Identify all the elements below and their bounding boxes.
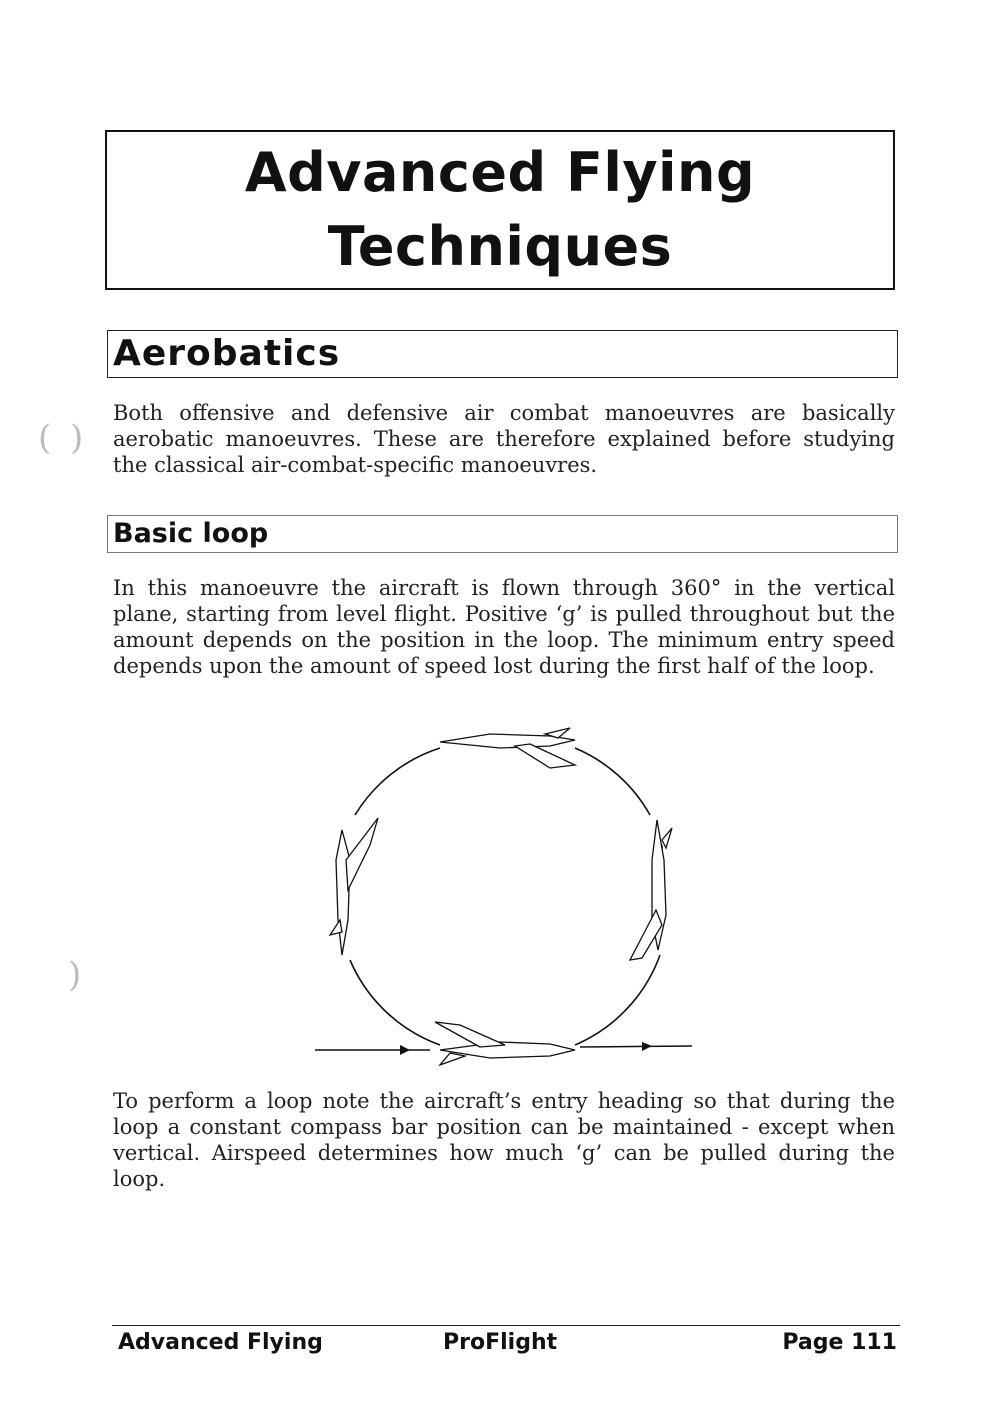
loop-diagram-icon bbox=[300, 720, 710, 1070]
exit-line bbox=[580, 1046, 692, 1047]
paragraph-loop-technique: To perform a loop note the aircraft’s entry heading so that during the loop a constant compass bar position can be maintained - except when vertical. Airspeed determines how much ‘g’ can be pulled during the loop. bbox=[113, 1089, 895, 1191]
page-number: Page 111 bbox=[782, 1330, 897, 1355]
entry-arrow-icon bbox=[400, 1045, 410, 1055]
aircraft-icon-left bbox=[330, 818, 378, 955]
footer-product: ProFlight bbox=[443, 1330, 558, 1355]
exit-arrow-icon bbox=[642, 1042, 652, 1051]
loop-arc-top-left bbox=[355, 748, 440, 815]
loop-arc-bottom-right bbox=[575, 955, 660, 1045]
section-heading-basic-loop: Basic loop bbox=[107, 515, 898, 553]
chapter-title-line-2: Techniques bbox=[327, 215, 673, 278]
paragraph-aerobatics: Both offensive and defensive air combat manoeuvres are basically aerobatic manoeuvres. These are therefore explained before studying the classical air-combat-specific manoeuvres. bbox=[113, 401, 895, 477]
chapter-title-box bbox=[105, 130, 895, 290]
aircraft-icon-top bbox=[440, 728, 575, 768]
loop-arc-bottom-left bbox=[350, 960, 440, 1045]
binding-mark: ( bbox=[38, 418, 52, 458]
section-heading-aerobatics: Aerobatics bbox=[107, 330, 898, 378]
paragraph-basic-loop: In this manoeuvre the aircraft is flown through 360° in the vertical plane, starting from level flight. Positive ‘g’ is pulled throughout but the amount depends on the position in the loop. The minimum entry speed depends upon the amount of speed lost during the first half of the loop. bbox=[113, 576, 895, 678]
binding-mark: ) bbox=[68, 955, 82, 995]
chapter-title-line-1: Advanced Flying bbox=[244, 141, 756, 204]
footer-rule bbox=[112, 1325, 900, 1326]
aircraft-icon-right bbox=[630, 820, 672, 960]
footer-chapter: Advanced Flying bbox=[118, 1330, 323, 1355]
aircraft-icon-bottom bbox=[435, 1022, 575, 1065]
loop-arc-top-right bbox=[575, 748, 650, 815]
binding-mark: ) bbox=[70, 418, 84, 458]
